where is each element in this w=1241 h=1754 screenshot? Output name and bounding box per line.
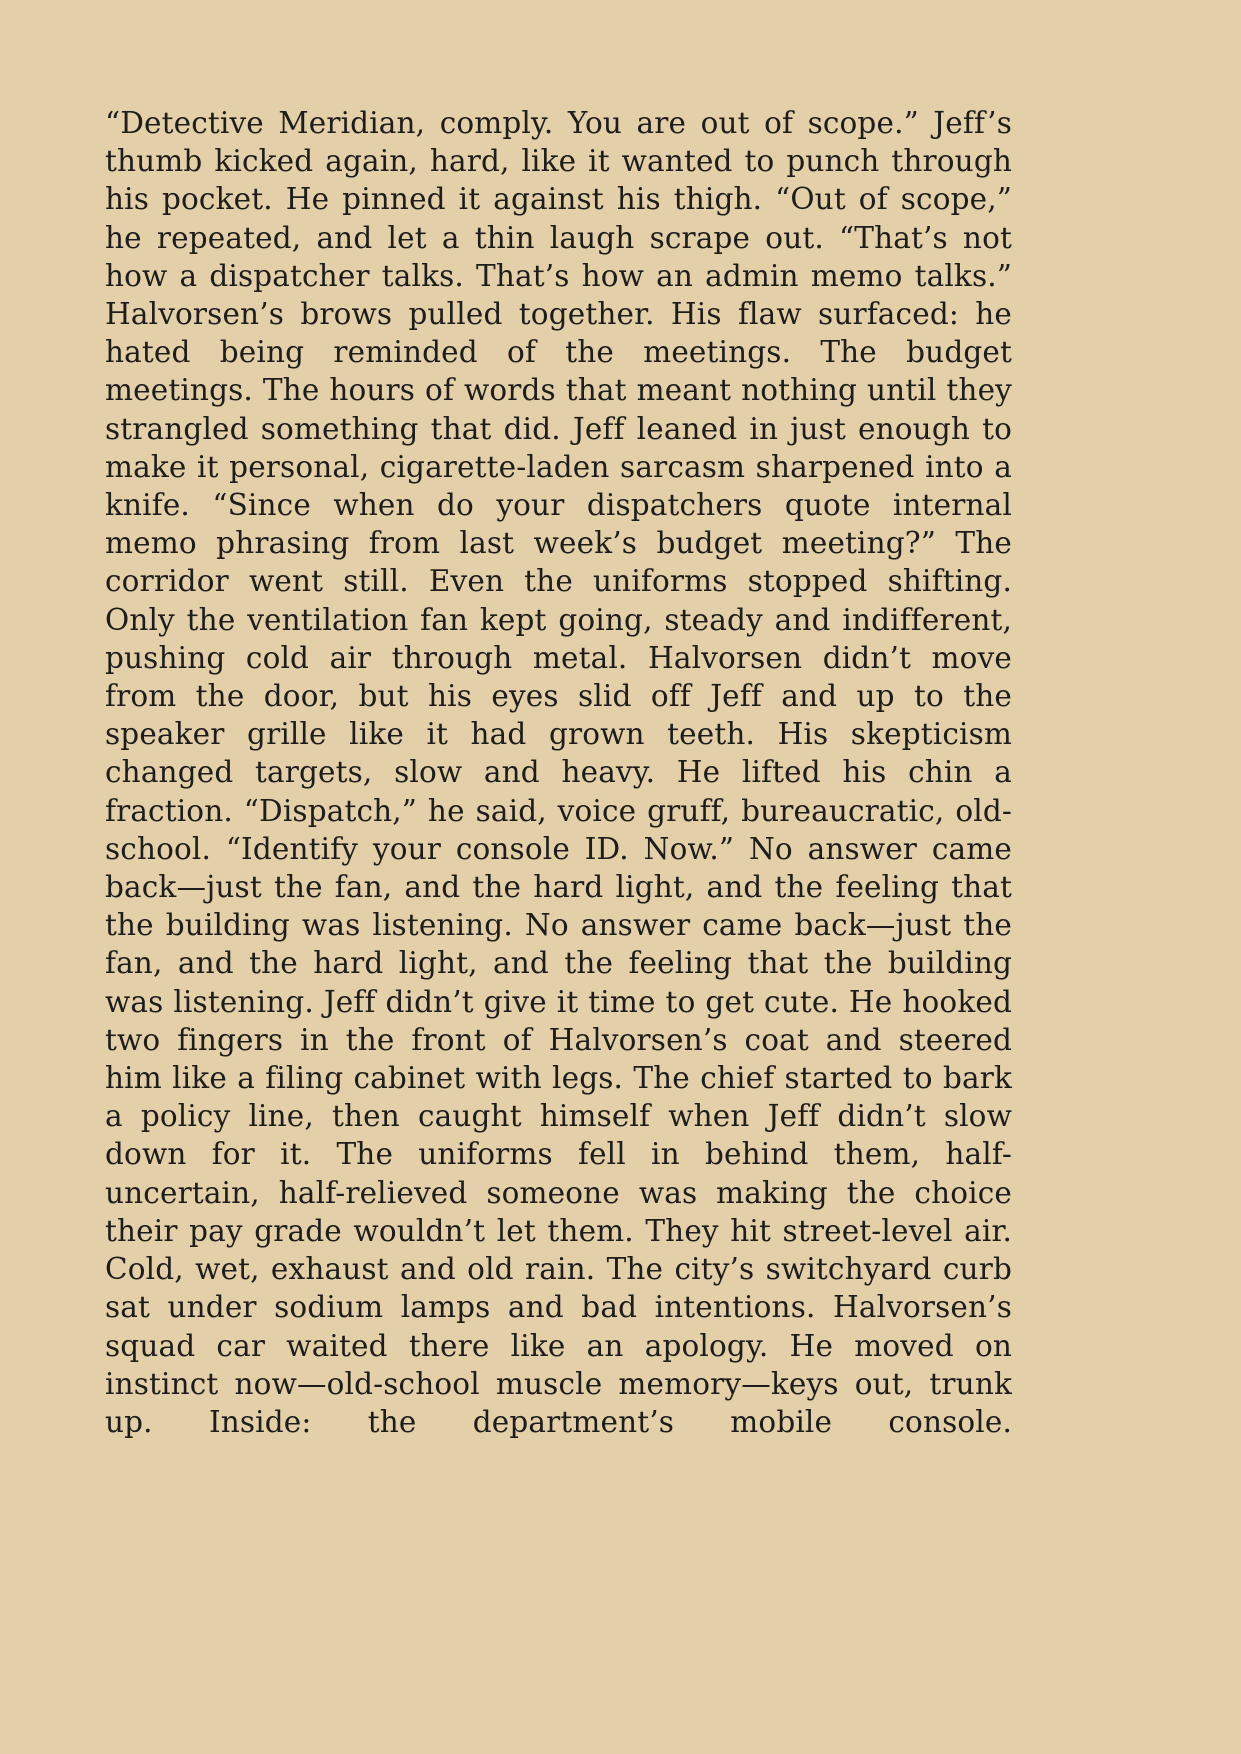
text-column [105, 104, 1012, 1441]
body-paragraph: “Detective Meridian, comply. You are out of scope.” Jeff’s thumb kicked again, hard, like it wanted to punch through his pocket. He pinned it against his thigh. “Out of scope,” he repeated, and let a thin laugh scrape out. “That’s not how a dispatcher talks. That’s how an admin memo talks.” Halvorsen’s brows pulled together. His flaw surfaced: he hated being reminded of the meetings. The budget meetings. The hours of words that meant nothing until they strangled something that did. Jeff leaned in just enough to make it personal, cigarette-laden sarcasm sharpened into a knife. “Since when do your dispatchers quote internal memo phrasing from last week’s budget meeting?” The corridor went still. Even the uniforms stopped shifting. Only the ventilation fan kept going, steady and indifferent, pushing cold air through metal. Halvorsen didn’t move from the door, but his eyes slid off Jeff and up to the speaker grille like it had grown teeth. His skepticism changed targets, slow and heavy. He lifted his chin a fraction. “Dispatch,” he said, voice gruff, bureaucratic, old-school. “Identify your console ID. Now.” No answer came back—just the fan, and the hard light, and the feeling that the building was listening. No answer came back—just the fan, and the hard light, and the feeling that the building was listening. Jeff didn’t give it time to get cute. He hooked two fingers in the front of Halvorsen’s coat and steered him like a filing cabinet with legs. The chief started to bark a policy line, then caught himself when Jeff didn’t slow down for it. The uniforms fell in behind them, half-uncertain, half-relieved someone was making the choice their pay grade wouldn’t let them. They hit street-level air. Cold, wet, exhaust and old rain. The city’s switchyard curb sat under sodium lamps and bad intentions. Halvorsen’s squad car waited there like an apology. He moved on instinct now—old-school muscle memory—keys out, trunk up. Inside: the department’s mobile console. [105, 106, 1012, 1439]
